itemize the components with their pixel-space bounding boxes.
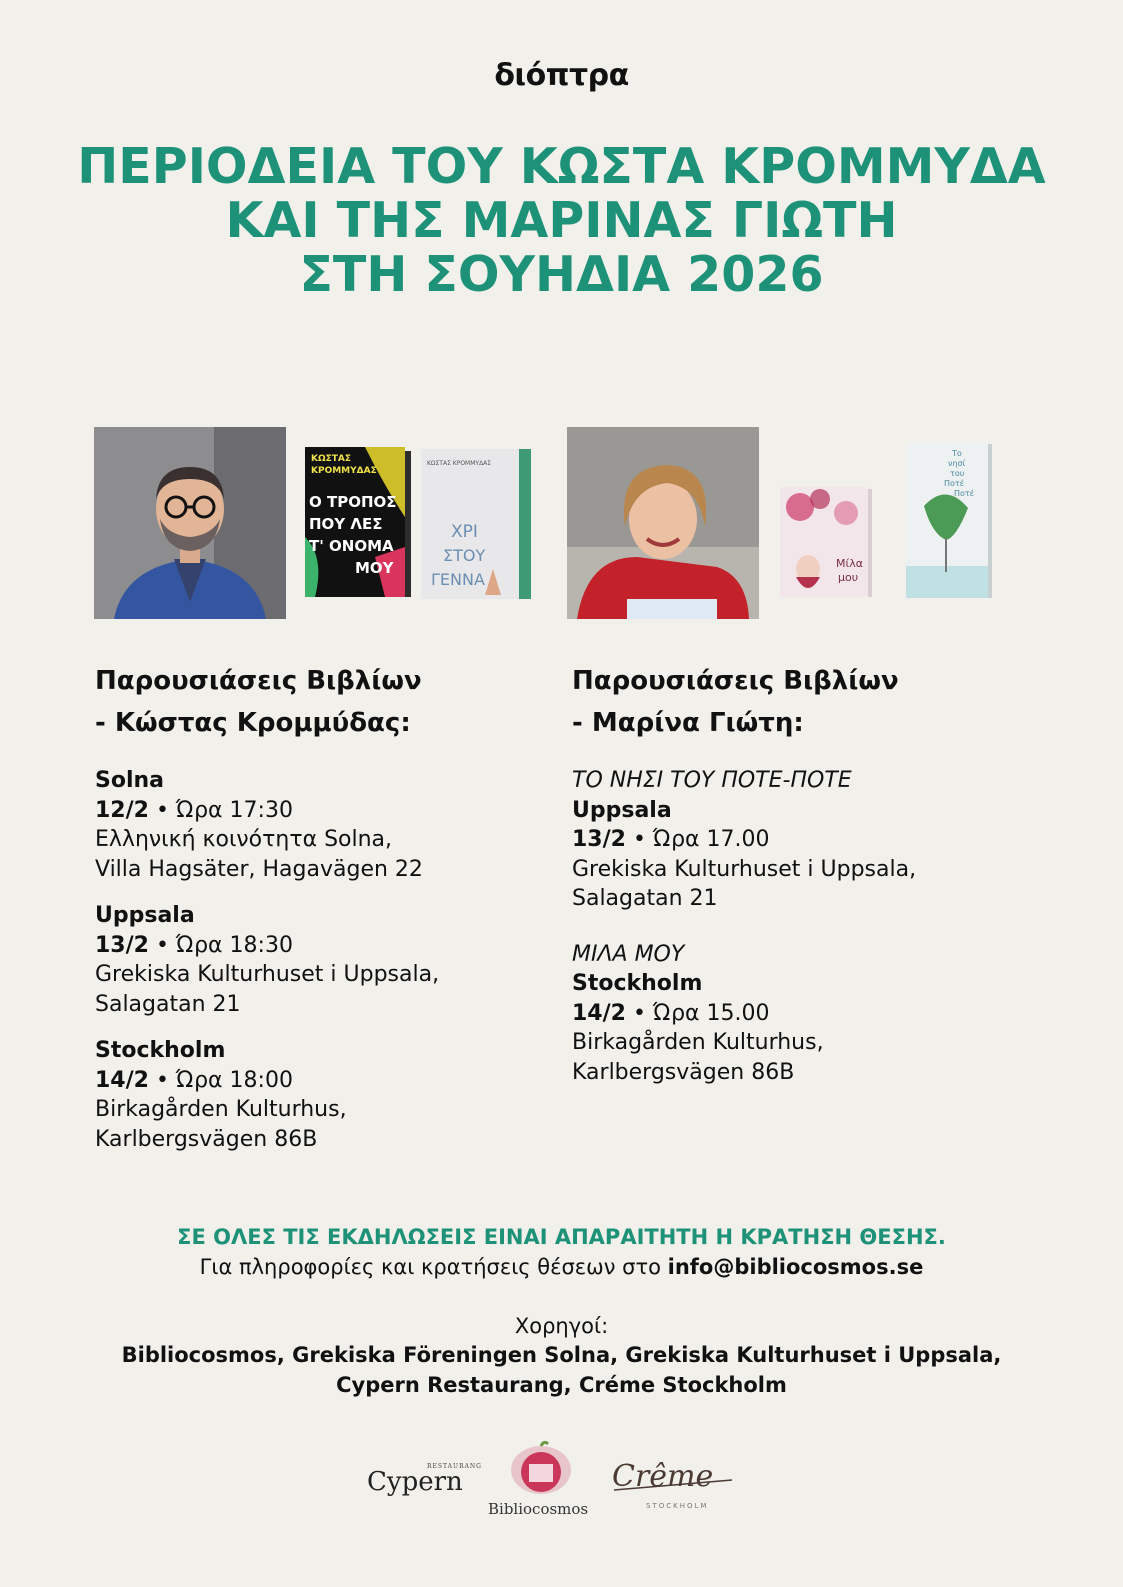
marina-event-stockholm	[572, 940, 1042, 1088]
kostas-book-1-title-line4: ΜΟΥ	[355, 559, 394, 577]
kostas-heading-line1: Παρουσιάσεις Βιβλίων	[95, 666, 422, 696]
event-address-line2: Villa Hagsäter, Hagavägen 22	[95, 856, 423, 882]
event-time: • Ώρα 17.00	[625, 827, 770, 852]
marina-book-2-title-line4: Ποτέ	[944, 479, 965, 488]
kostas-portrait	[94, 427, 286, 619]
sponsors-line-1: Bibliocosmos, Grekiska Föreningen Solna, Grekiska Kulturhuset i Uppsala,	[121, 1343, 1002, 1367]
event-date: 14/2	[572, 1000, 626, 1026]
cypern-logo-small: RESTAURANG	[427, 1463, 482, 1470]
bibliocosmos-logo-name: Bibliocosmos	[488, 1500, 589, 1518]
event-address-line1: Birkagården Kulturhus,	[572, 1030, 824, 1055]
contact-email-link[interactable]: info@bibliocosmos.se	[667, 1255, 924, 1279]
bibliocosmos-logo	[486, 1438, 596, 1526]
marina-book-2-title-line1: Το	[952, 449, 962, 458]
creme-logo	[612, 1456, 736, 1516]
kostas-heading-line2: - Κώστας Κρομμύδας:	[95, 708, 411, 738]
creme-logo-small: STOCKHOLM	[646, 1502, 709, 1510]
event-address-line1: Grekiska Kulturhuset i Uppsala,	[572, 856, 917, 882]
sponsors-list	[0, 1341, 1123, 1400]
event-address-line2: Karlbergsvägen 86B	[572, 1059, 795, 1085]
event-address-line1: Grekiska Kulturhuset i Uppsala,	[95, 962, 440, 987]
title-line-3: ΣΤΗ ΣΟΥΗΔΙΑ 2026	[299, 246, 824, 303]
kostas-book-1-author-line2: ΚΡΟΜΜΥΔΑΣ	[311, 466, 377, 476]
marina-book-2-cover	[906, 442, 992, 604]
kostas-book-1-cover	[305, 447, 411, 603]
event-time: • Ώρα 17:30	[148, 797, 293, 823]
cypern-logo-name: Cypern	[367, 1467, 463, 1497]
event-date: 14/2	[95, 1067, 149, 1093]
event-address-line1: Birkagården Kulturhus,	[95, 1097, 347, 1122]
sponsors-line-2: Cypern Restaurang, Créme Stockholm	[336, 1372, 787, 1397]
title-line-2: ΚΑΙ ΤΗΣ ΜΑΡΙΝΑΣ ΓΙΩΤΗ	[225, 192, 898, 249]
page-title	[0, 140, 1123, 302]
event-date: 12/2	[95, 797, 149, 823]
event-address-line2: Salagatan 21	[572, 886, 718, 911]
title-line-1: ΠΕΡΙΟΔΕΙΑ ΤΟΥ ΚΩΣΤΑ ΚΡΟΜΜΥΔΑ	[77, 138, 1046, 195]
marina-heading-line2: - Μαρίνα Γιώτη:	[572, 708, 804, 738]
kostas-section-heading	[95, 660, 565, 744]
event-city: Stockholm	[95, 1038, 226, 1063]
event-city: Stockholm	[572, 971, 703, 996]
event-address-line2: Karlbergsvägen 86B	[95, 1126, 318, 1152]
event-time: • Ώρα 18:30	[148, 932, 293, 958]
event-time: • Ώρα 15.00	[625, 1000, 770, 1026]
marina-heading-line1: Παρουσιάσεις Βιβλίων	[572, 666, 899, 696]
marina-book-2-title-line5: Ποτέ	[954, 489, 975, 498]
marina-portrait	[567, 427, 759, 619]
kostas-book-2-cover	[421, 449, 531, 605]
event-address-line2: Salagatan 21	[95, 991, 241, 1017]
kostas-book-2-title-line1: ΧΡΙ	[451, 522, 478, 542]
event-city: Uppsala	[95, 903, 195, 928]
event-city: Solna	[95, 768, 165, 793]
event-address-line1: Ελληνική κοινότητα Solna,	[95, 827, 393, 852]
event-city: Uppsala	[572, 797, 672, 823]
sponsors-label: Χορηγοί:	[514, 1314, 609, 1338]
kostas-book-2-title-line3: ΓΕΝΝΑ	[431, 570, 485, 589]
marina-book-1-cover	[780, 487, 872, 603]
reservation-notice: ΣΕ ΟΛΕΣ ΤΙΣ ΕΚΔΗΛΩΣΕΙΣ ΕΙΝΑΙ ΑΠΑΡΑΙΤΗΤΗ Η ΚΡΑΤΗΣΗ ΘΕΣΗΣ.	[177, 1225, 946, 1249]
kostas-event-solna	[95, 766, 565, 884]
publisher-logo: διόπτρα	[494, 58, 629, 93]
marina-book-1-title-line1: Μίλα	[836, 557, 863, 570]
marina-book-1-title-line2: μου	[838, 571, 859, 584]
creme-logo-name: Crême	[612, 1459, 714, 1494]
kostas-book-2-author: ΚΩΣΤΑΣ ΚΡΟΜΜΥΔΑΣ	[427, 460, 492, 467]
contact-info	[0, 1253, 1123, 1283]
marina-book-2-title-line2: νησί	[948, 459, 966, 468]
kostas-event-stockholm	[95, 1036, 565, 1154]
event-date: 13/2	[95, 932, 149, 958]
event-book-title: ΤΟ ΝΗΣΙ ΤΟΥ ΠΟΤΕ-ΠΟΤΕ	[572, 768, 852, 793]
marina-book-2-title-line3: του	[950, 469, 965, 478]
marina-section-heading	[572, 660, 1042, 744]
kostas-book-2-title-line2: ΣΤΟΥ	[443, 546, 486, 565]
contact-info-text: Για πληροφορίες και κρατήσεις θέσεων στο	[199, 1255, 668, 1279]
cypern-logo	[367, 1458, 482, 1504]
event-date: 13/2	[572, 827, 626, 852]
kostas-book-1-title-line2: ΠΟΥ ΛΕΣ	[309, 515, 383, 533]
event-time: • Ώρα 18:00	[148, 1067, 293, 1093]
kostas-book-1-author-line1: ΚΩΣΤΑΣ	[311, 454, 352, 464]
event-book-title: ΜΙΛΑ ΜΟΥ	[572, 941, 685, 967]
kostas-book-1-title-line3: Τ' ΟΝΟΜΑ	[309, 537, 394, 555]
kostas-events-column	[95, 660, 565, 1171]
kostas-event-uppsala	[95, 901, 565, 1019]
marina-events-column	[572, 660, 1042, 1104]
marina-event-uppsala	[572, 766, 1042, 914]
kostas-book-1-title-line1: Ο ΤΡΟΠΟΣ	[309, 493, 397, 511]
